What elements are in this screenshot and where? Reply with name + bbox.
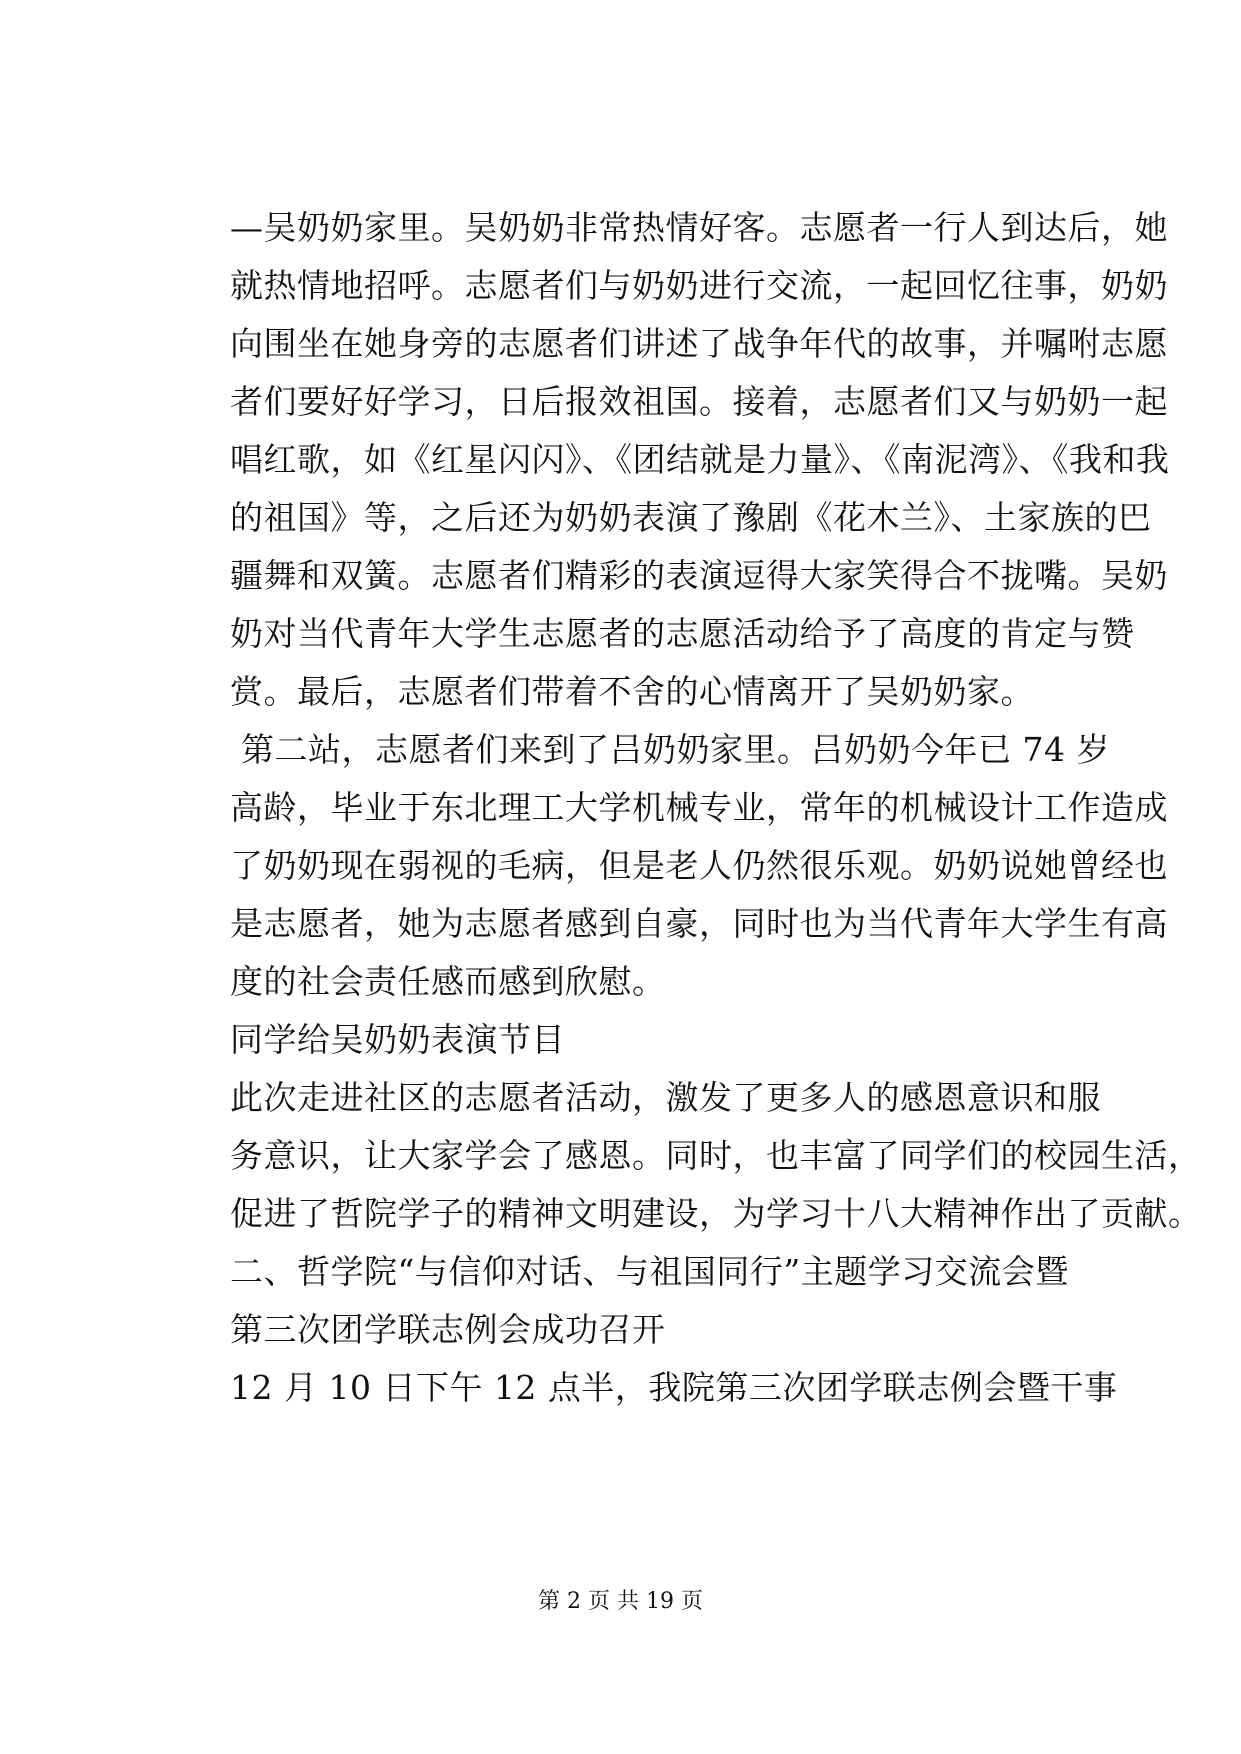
text-line: 奶对当代青年大学生志愿者的志愿活动给予了高度的肯定与赞: [230, 614, 1135, 653]
heading-line: 二、哲学院“与信仰对话、与祖国同行”主题学习交流会暨: [230, 1252, 1069, 1291]
text-line: 是志愿者，她为志愿者感到自豪，同时也为当代青年大学生有高: [230, 904, 1168, 943]
text-line: 高龄，毕业于东北理工大学机械专业，常年的机械设计工作造成: [230, 788, 1168, 827]
text-line: 促进了哲院学子的精神文明建设，为学习十八大精神作出了贡献。: [230, 1194, 1202, 1233]
text-line: 就热情地招呼。志愿者们与奶奶进行交流，一起回忆往事，奶奶: [230, 266, 1168, 305]
caption-line: 同学给吴奶奶表演节目: [230, 1020, 565, 1059]
text-line: 度的社会责任感而感到欣慰。: [230, 962, 666, 1001]
text-line: 向围坐在她身旁的志愿者们讲述了战争年代的故事，并嘱咐志愿: [230, 324, 1168, 363]
text-line: 务意识，让大家学会了感恩。同时，也丰富了同学们的校园生活，: [230, 1136, 1202, 1175]
paragraph-start-line: [230, 730, 1110, 770]
heading-line: 第三次团学联志例会成功召开: [230, 1310, 666, 1349]
text-line: 此次走进社区的志愿者活动，激发了更多人的感恩意识和服: [230, 1078, 1101, 1117]
text-line: 赏。最后，志愿者们带着不舍的心情离开了吴奶奶家。: [230, 672, 1034, 711]
text-line: 第二站，志愿者们来到了吕奶奶家里。吕奶奶今年已 74 岁: [241, 730, 1110, 769]
page-number-footer: 第 2 页 共 19 页: [538, 1589, 703, 1614]
text-line: 的祖国》等，之后还为奶奶表演了豫剧《花木兰》、土家族的巴: [230, 498, 1152, 537]
text-line: —吴奶奶家里。吴奶奶非常热情好客。志愿者一行人到达后，她: [230, 208, 1168, 247]
text-line: 12 月 10 日下午 12 点半，我院第三次团学联志例会暨干事: [230, 1368, 1118, 1407]
text-line: 了奶奶现在弱视的毛病，但是老人仍然很乐观。奶奶说她曾经也: [230, 846, 1168, 885]
text-line: 疆舞和双簧。志愿者们精彩的表演逗得大家笑得合不拢嘴。吴奶: [230, 556, 1168, 595]
text-line: 者们要好好学习，日后报效祖国。接着，志愿者们又与奶奶一起: [230, 382, 1168, 421]
text-line: 唱红歌，如《红星闪闪》、《团结就是力量》、《南泥湾》、《我和我: [230, 440, 1170, 479]
